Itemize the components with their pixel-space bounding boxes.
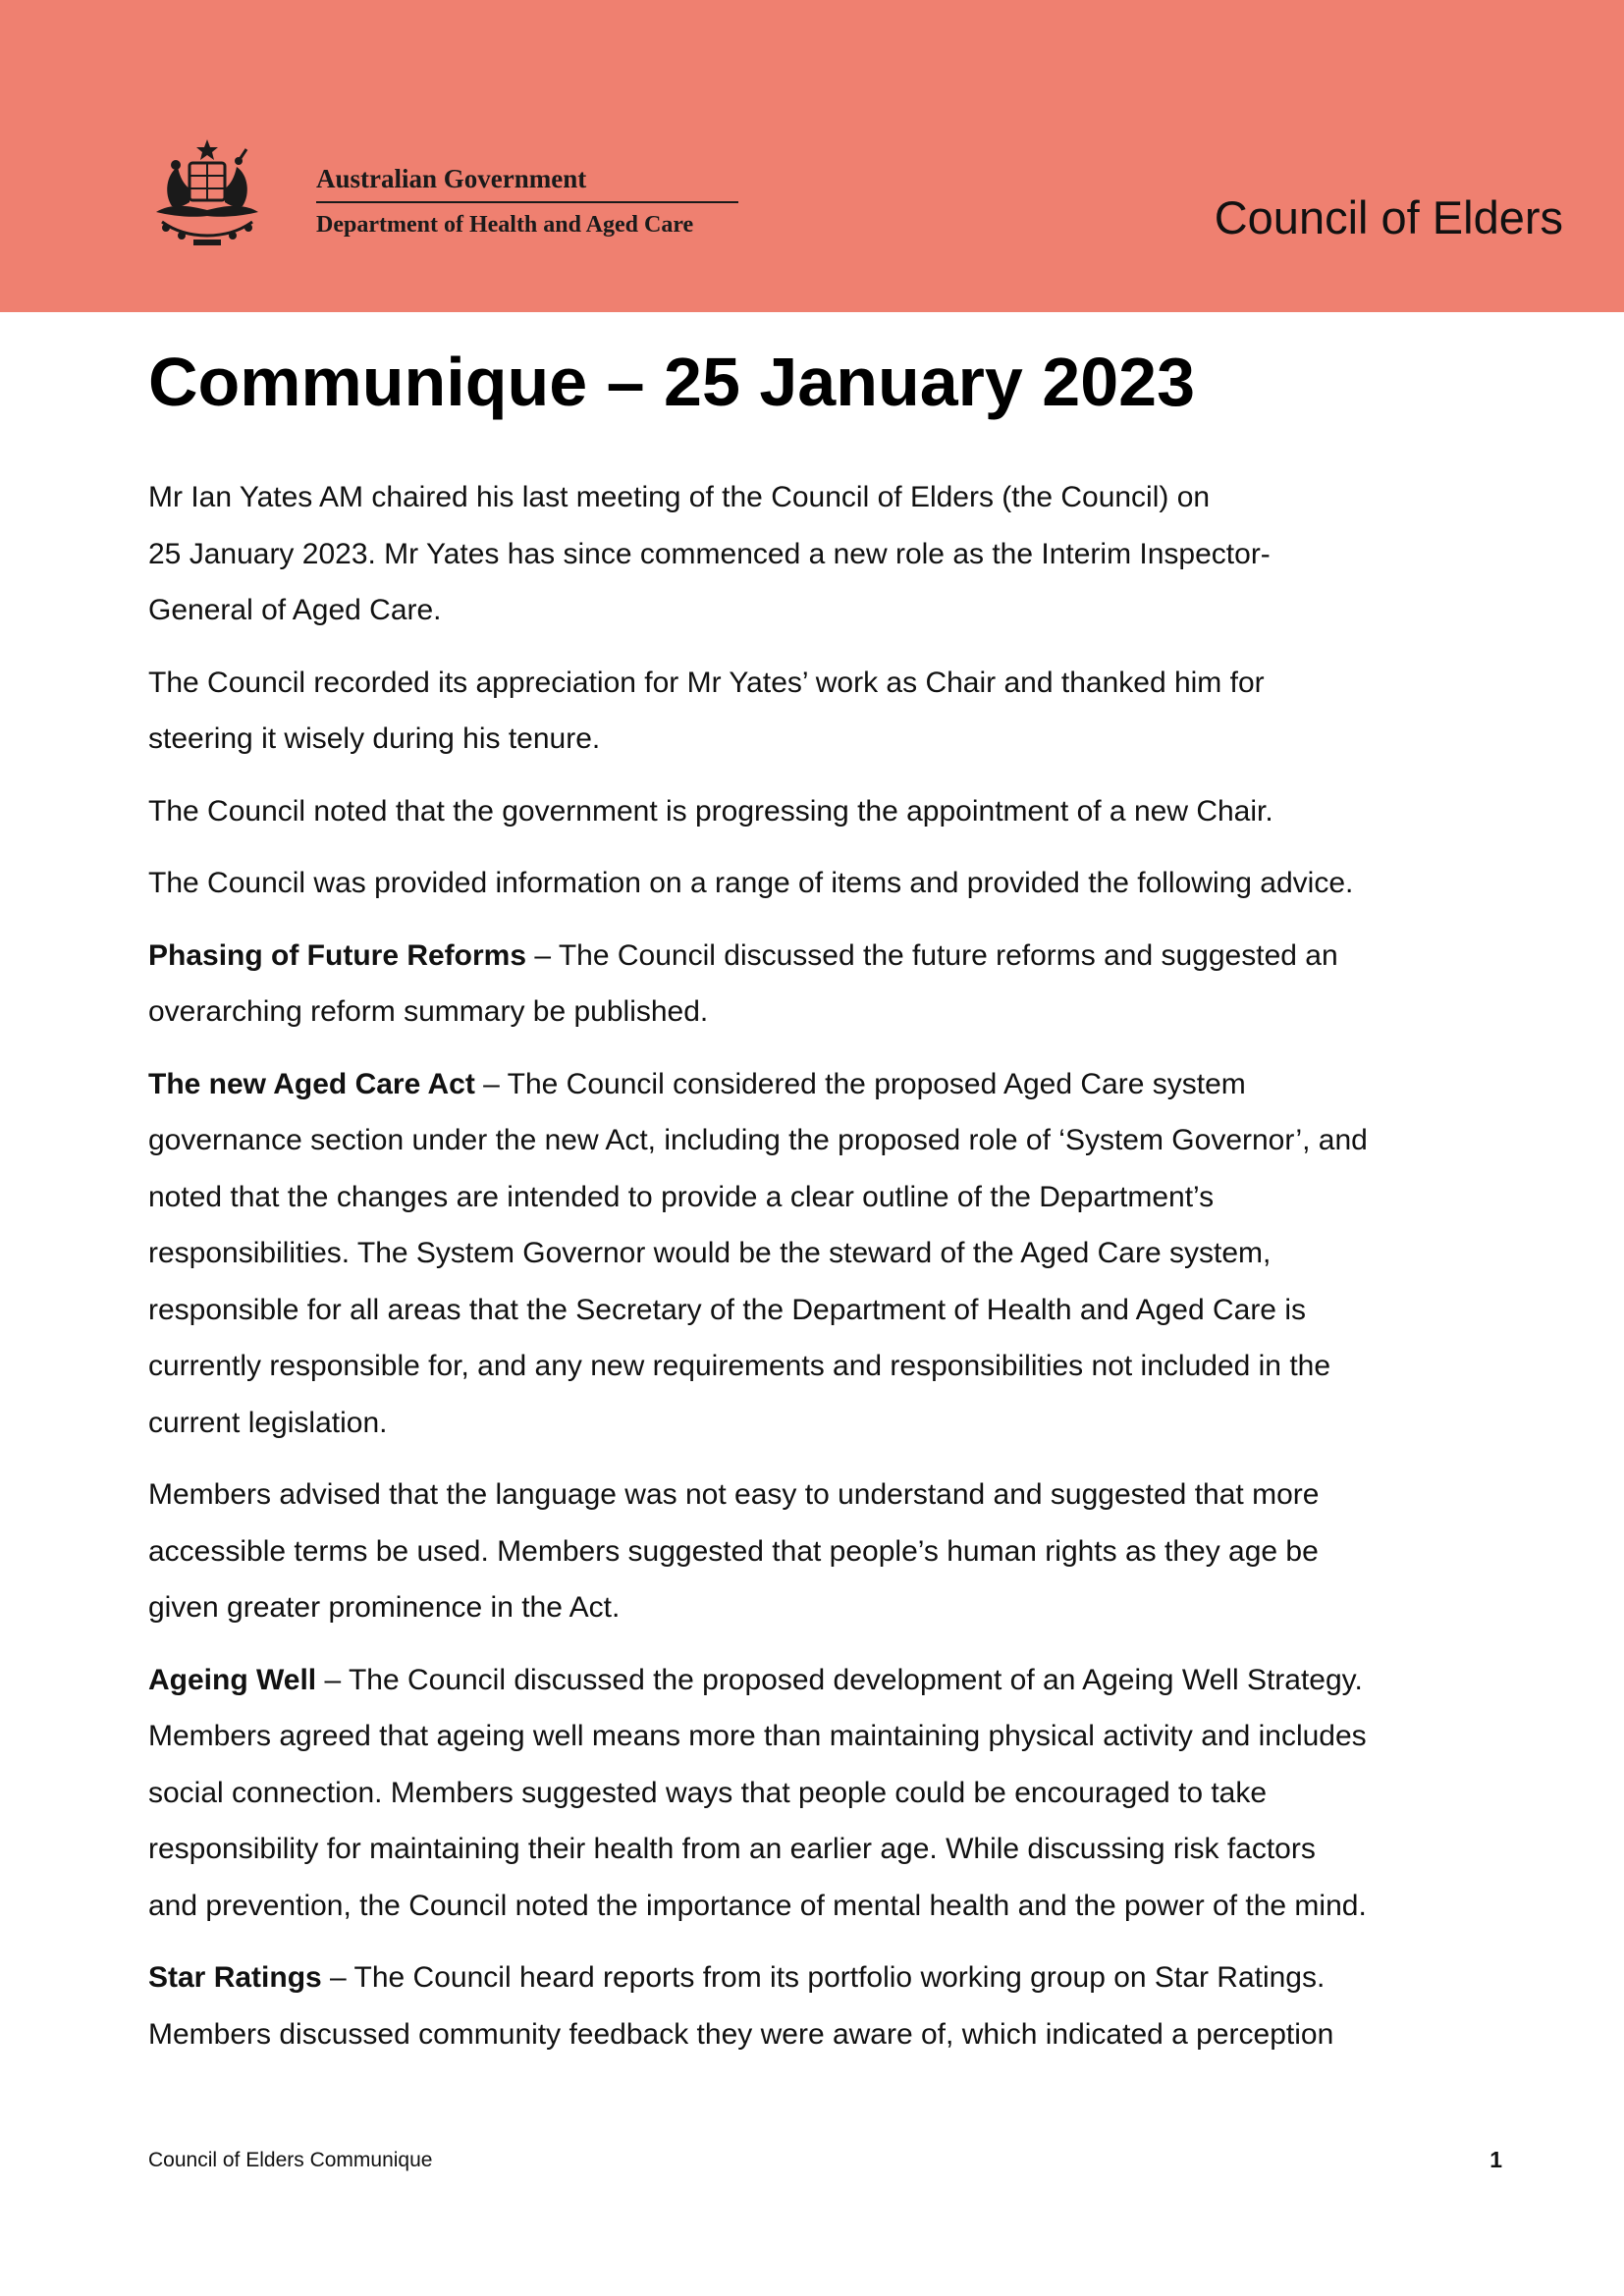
paragraph-heading: Star Ratings	[148, 1961, 322, 1994]
paragraph	[148, 655, 1523, 768]
logo-divider	[316, 201, 738, 203]
paragraph	[148, 1949, 1523, 2062]
paragraph-text: The Council noted that the government is progressing the appointment of a new Chair.	[148, 794, 1273, 828]
government-name: Australian Government	[316, 164, 587, 193]
paragraph-text: Members advised that the language was not easy to understand and suggested that more accessible terms be used. Members suggested that people’s human rights as they age be given greater prominence in the Act.	[148, 1478, 1320, 1624]
paragraph	[148, 1652, 1523, 1935]
paragraph-heading: Ageing Well	[148, 1663, 317, 1696]
paragraph-text: – The Council discussed the proposed development of an Ageing Well Strategy. Members agreed that ageing well means more than maintaining physical activity and includes social connection. Members suggested ways that people could be encouraged to take responsibility for maintaining their health from an earlier age. While discussing risk factors and prevention, the Council noted the importance of mental health and the power of the mind.	[148, 1663, 1367, 1922]
paragraph-text: The Council was provided information on a range of items and provided the following advice.	[148, 867, 1354, 899]
paragraph	[148, 855, 1523, 912]
paragraph	[148, 1056, 1523, 1452]
header-band	[0, 0, 1624, 312]
paragraph-text: – The Council heard reports from its portfolio working group on Star Ratings. Members discussed community feedback they were aware of, which indicated a perception	[148, 1961, 1334, 2051]
department-name: Department of Health and Aged Care	[316, 212, 694, 238]
coat-of-arms-icon	[152, 137, 262, 247]
body-text	[148, 469, 1523, 2078]
footer-label: Council of Elders Communique	[148, 2149, 433, 2171]
paragraph	[148, 1467, 1523, 1636]
paragraph	[148, 783, 1523, 840]
paragraph	[148, 469, 1523, 639]
paragraph	[148, 928, 1523, 1041]
council-title: Council of Elders	[1214, 191, 1563, 243]
paragraph-heading: Phasing of Future Reforms	[148, 938, 527, 972]
paragraph-text: – The Council discussed the future reforms and suggested an overarching reform summary be published.	[148, 938, 1338, 1028]
paragraph-heading: The new Aged Care Act	[148, 1067, 475, 1100]
paragraph-text: Mr Ian Yates AM chaired his last meeting of the Council of Elders (the Council) on 25 January 2023. Mr Yates has since commenced a new role as the Interim Inspector- General of Aged Care.	[148, 481, 1271, 626]
page-title: Communique – 25 January 2023	[148, 344, 1195, 420]
page-number: 1	[1489, 2147, 1502, 2172]
paragraph-text: The Council recorded its appreciation for Mr Yates’ work as Chair and thanked him for steering it wisely during his tenure.	[148, 666, 1265, 755]
paragraph-text: – The Council considered the proposed Aged Care system governance section under the new Act, including the proposed role of ‘System Governor’, and noted that the changes are intended to provide a clear outline of the Department’s responsibilities. The System Governor would be the steward of the Aged Care system, responsible for all areas that the Secretary of the Department of Health and Aged Care is currently responsible for, and any new requirements and responsibilities not included in the current legislation.	[148, 1067, 1368, 1439]
